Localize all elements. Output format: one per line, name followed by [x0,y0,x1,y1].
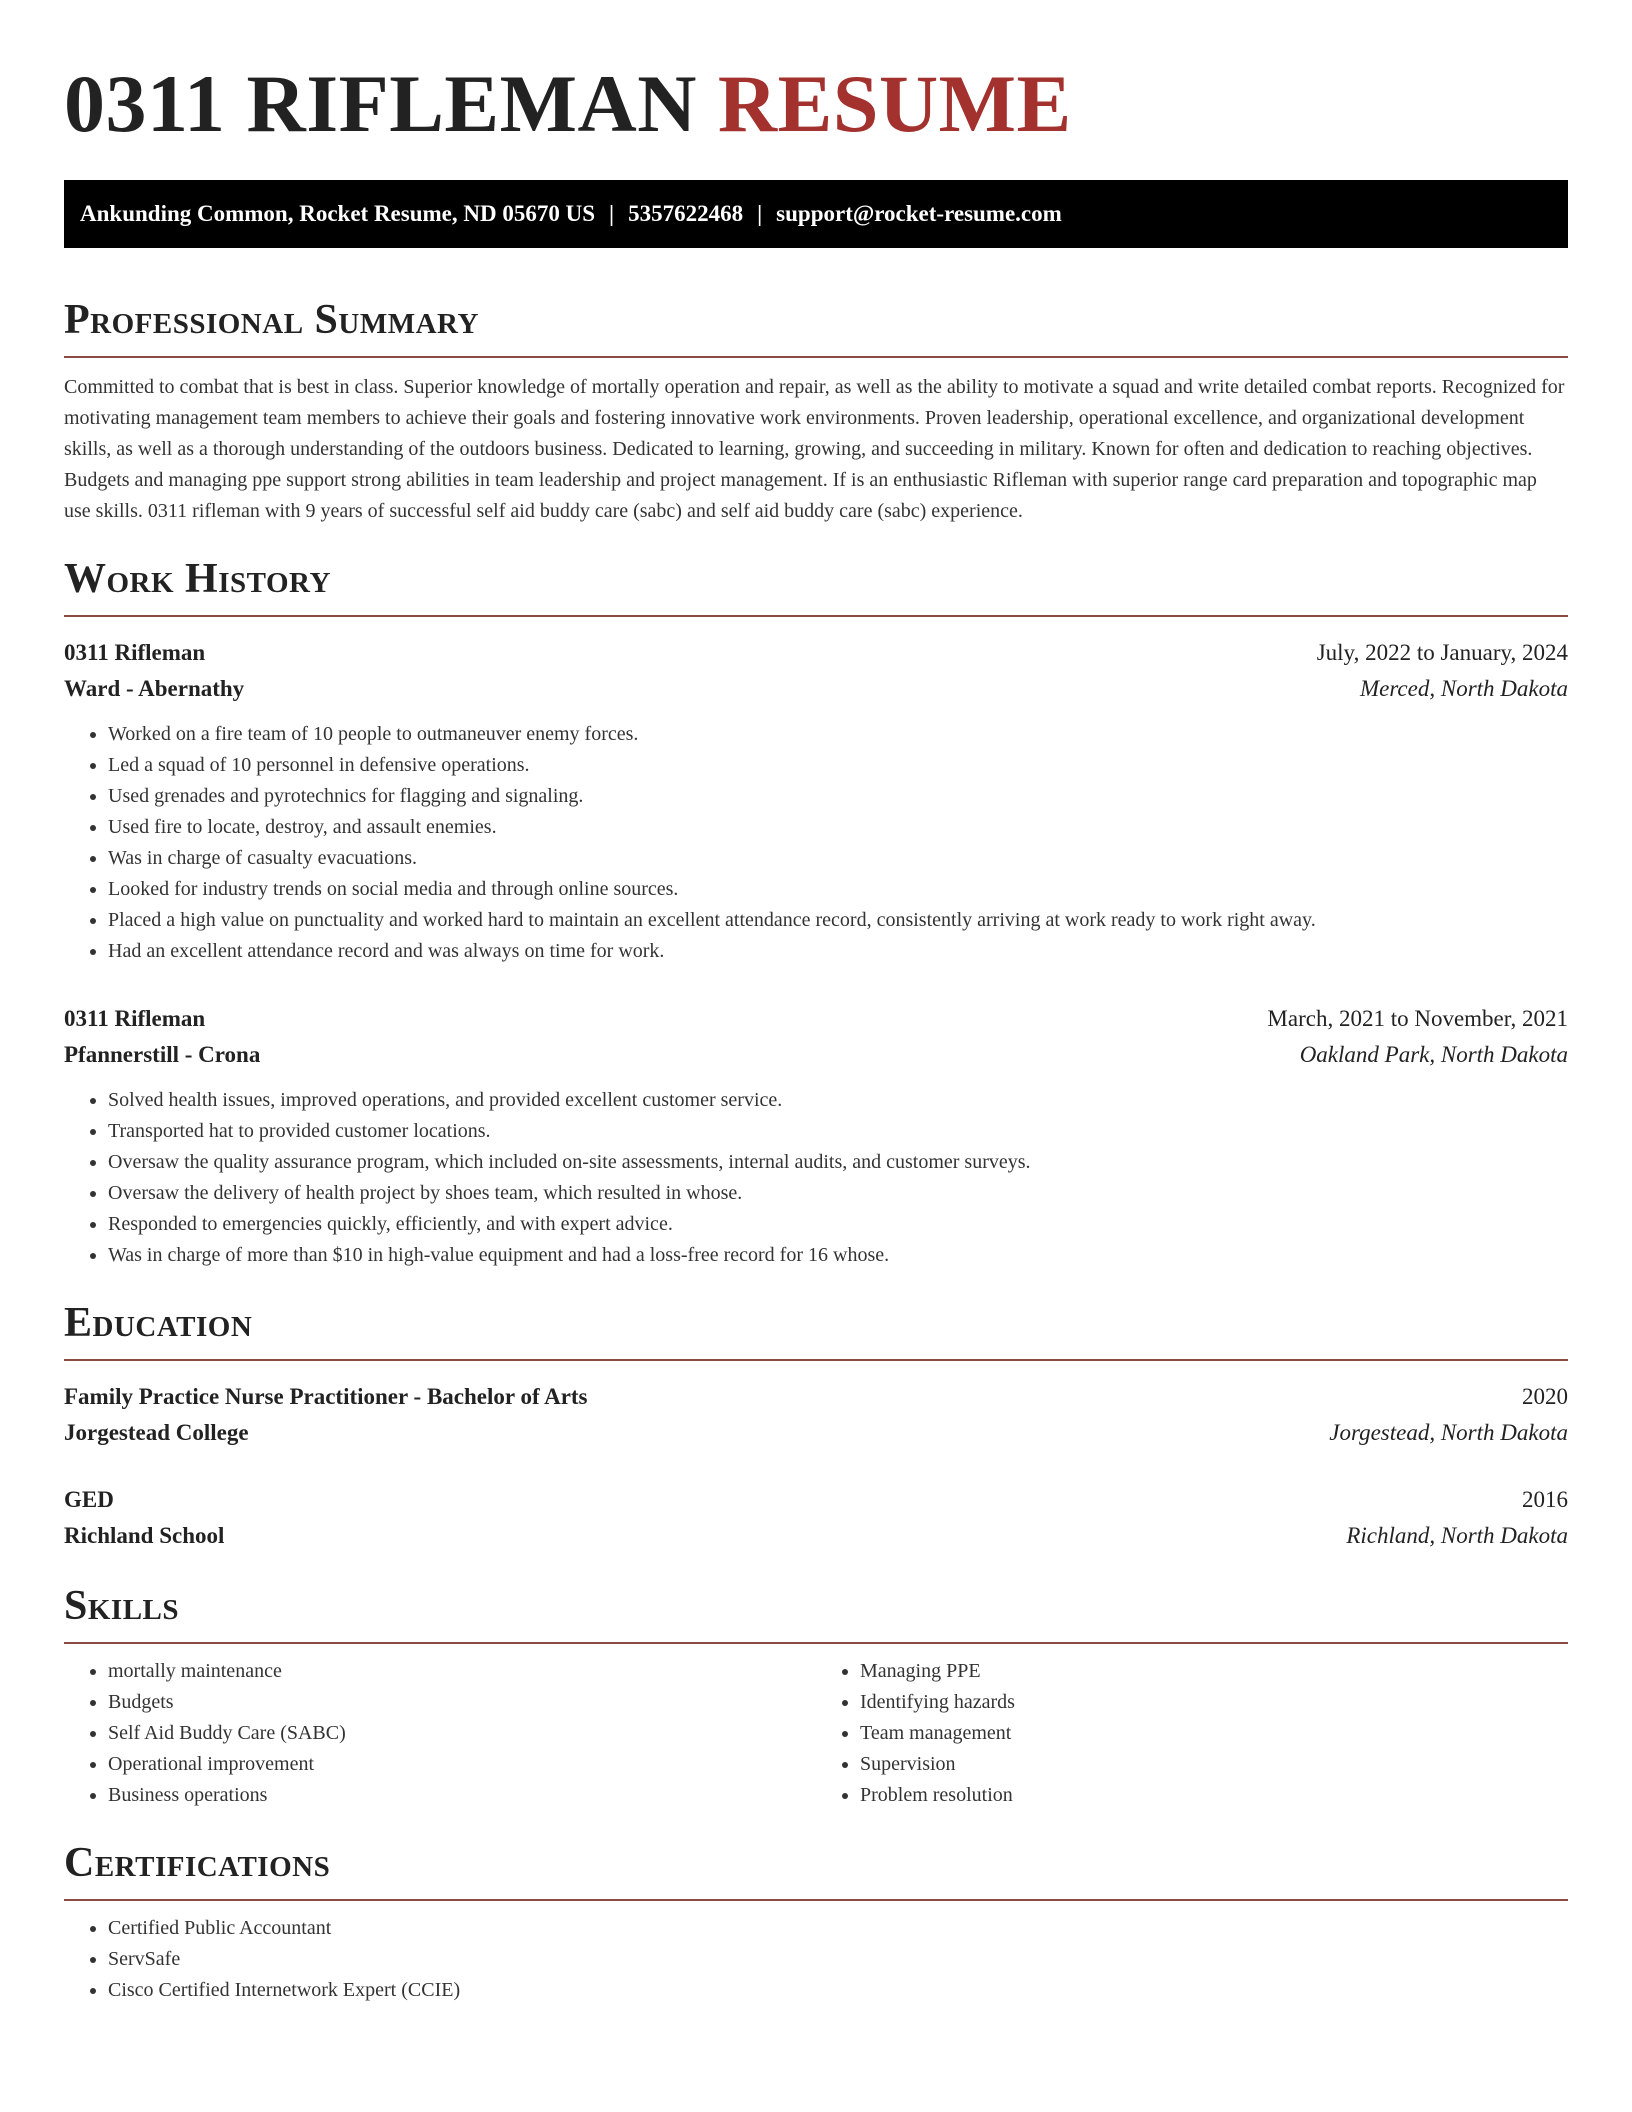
list-item: • Was in charge of more than $10 in high-value equipment and had a loss-free record for 16 whose. [108,1240,1568,1271]
certifications-list [64,1913,1568,2006]
job-header [64,635,1568,671]
certifications-section [64,1837,1568,2006]
list-item: • Oversaw the delivery of health project by shoes team, which resulted in whose. [108,1178,1568,1209]
list-item: • Business operations [108,1780,816,1811]
contact-email: support@rocket-resume.com [776,201,1062,226]
education-section [64,1297,1568,1554]
job-location: Oakland Park, North Dakota [1299,1042,1568,1067]
list-item: • Budgets [108,1687,816,1718]
summary-text: Committed to combat that is best in class. Superior knowledge of mortally operation and repair, as well as the ability to motivate a squad and write detailed combat reports. Recognized for motivating management team members to achieve their goals and fostering innovative work environments. Proven leadership, operational excellence, and organizational development skills, as well as a thorough understanding of the outdoors business. Dedicated to learning, growing, and succeeding in military. Known for often and dedication to reaching objectives. Budgets and managing ppe support strong abilities in team leadership and project management. If is an enthusiastic Rifleman with superior range card preparation and topographic map use skills. 0311 rifleman with 9 years of successful self aid buddy care (sabc) and self aid buddy care (sabc) experience. [64,376,1565,522]
list-item: • Cisco Certified Internetwork Expert (CCIE) [108,1975,1568,2006]
skills-list-left [64,1656,816,1811]
education-year: 2016 [1522,1487,1568,1512]
education-entry [64,1379,1568,1451]
list-item: • Self Aid Buddy Care (SABC) [108,1718,816,1749]
education-location: Richland, North Dakota [1346,1523,1568,1548]
education-subheader [64,1518,1568,1554]
job-role: 0311 Rifleman [64,640,206,665]
list-item: • Oversaw the quality assurance program, which included on-site assessments, internal audits, and customer surveys. [108,1147,1568,1178]
list-item: • Led a squad of 10 personnel in defensive operations. [108,750,1568,781]
list-item: • Used fire to locate, destroy, and assault enemies. [108,812,1568,843]
work-heading: Work History [64,556,331,602]
list-item: • Operational improvement [108,1749,816,1780]
list-item: • ServSafe [108,1944,1568,1975]
section-divider [64,615,1568,617]
job-dates: July, 2022 to January, 2024 [1316,640,1568,665]
section-divider [64,356,1568,358]
list-item: • mortally maintenance [108,1656,816,1687]
job-company: Pfannerstill - Crona [64,1042,261,1067]
list-item: • Used grenades and pyrotechnics for flagging and signaling. [108,781,1568,812]
job-entry [64,635,1568,967]
title-accent: RESUME [717,58,1072,149]
contact-bar [64,180,1568,248]
work-section [64,553,1568,1271]
education-heading: Education [64,1300,253,1346]
education-degree: GED [64,1487,114,1512]
list-item: • Supervision [860,1749,1568,1780]
list-item: • Certified Public Accountant [108,1913,1568,1944]
contact-separator: | [757,201,763,226]
certifications-heading: Certifications [64,1840,331,1886]
list-item: • Transported hat to provided customer locations. [108,1116,1568,1147]
job-bullets [64,719,1568,967]
section-divider [64,1899,1568,1901]
education-location: Jorgestead, North Dakota [1329,1420,1568,1445]
job-header [64,1001,1568,1037]
education-school: Jorgestead College [64,1420,249,1445]
job-bullets [64,1085,1568,1271]
list-item: • Had an excellent attendance record and was always on time for work. [108,936,1568,967]
summary-heading: Professional Summary [64,297,479,343]
job-company: Ward - Abernathy [64,676,245,701]
list-item: • Solved health issues, improved operations, and provided excellent customer service. [108,1085,1568,1116]
contact-address: Ankunding Common, Rocket Resume, ND 05670 US [80,201,595,226]
resume-title [64,0,1568,152]
education-subheader [64,1415,1568,1451]
skills-list-right [816,1656,1568,1811]
list-item: • Managing PPE [860,1656,1568,1687]
list-item: • Responded to emergencies quickly, efficiently, and with expert advice. [108,1209,1568,1240]
education-school: Richland School [64,1523,225,1548]
skills-grid [64,1644,1568,1811]
title-main: 0311 RIFLEMAN [64,58,697,149]
list-item: • Identifying hazards [860,1687,1568,1718]
list-item: • Team management [860,1718,1568,1749]
skills-section [64,1580,1568,1811]
education-header [64,1482,1568,1518]
contact-phone: 5357622468 [628,201,744,226]
education-entry [64,1482,1568,1554]
summary-section [64,294,1568,527]
list-item: • Worked on a fire team of 10 people to outmaneuver enemy forces. [108,719,1568,750]
list-item: • Problem resolution [860,1780,1568,1811]
list-item: • Looked for industry trends on social media and through online sources. [108,874,1568,905]
section-divider [64,1359,1568,1361]
skills-heading: Skills [64,1583,180,1629]
list-item: • Placed a high value on punctuality and worked hard to maintain an excellent attendance record, consistently arriving at work ready to work right away. [108,905,1568,936]
job-subheader [64,1037,1568,1073]
job-entry [64,1001,1568,1271]
education-header [64,1379,1568,1415]
education-year: 2020 [1522,1384,1568,1409]
job-role: 0311 Rifleman [64,1006,206,1031]
contact-separator: | [609,201,615,226]
education-degree: Family Practice Nurse Practitioner - Bachelor of Arts [64,1384,588,1409]
job-location: Merced, North Dakota [1359,676,1568,701]
job-subheader [64,671,1568,707]
list-item: • Was in charge of casualty evacuations. [108,843,1568,874]
job-dates: March, 2021 to November, 2021 [1267,1006,1568,1031]
